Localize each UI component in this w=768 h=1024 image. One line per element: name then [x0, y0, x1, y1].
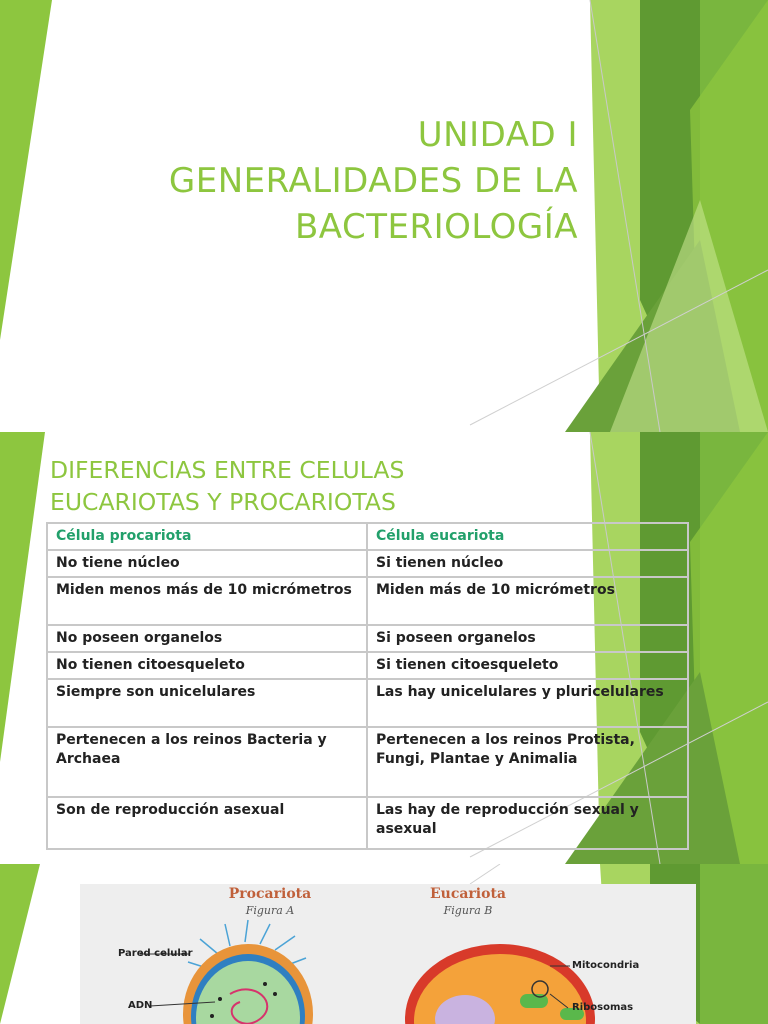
title-line: EUCARIOTAS Y PROCARIOTAS [50, 488, 396, 516]
label-adn: ADN [128, 1000, 153, 1011]
table-row [47, 550, 688, 577]
title-line: DIFERENCIAS ENTRE CELULAS [50, 456, 405, 484]
title-line: GENERALIDADES DE LA [168, 161, 578, 201]
table-cell: Las hay unicelulares y pluricelulares [367, 679, 688, 727]
table-cell: Si tienen citoesqueleto [367, 652, 688, 679]
eucariota-subtitle: Figura B [443, 904, 493, 917]
eucariota-title: Eucariota [429, 886, 506, 902]
table-row [47, 652, 688, 679]
table-cell: Las hay de reproducción sexual y asexual [367, 797, 688, 849]
header-eucariota: Célula eucariota [367, 523, 688, 550]
title-line: UNIDAD I [417, 115, 578, 155]
cell-comparison-figure [80, 884, 696, 1024]
table-cell: No tienen citoesqueleto [47, 652, 367, 679]
table-cell: Si poseen organelos [367, 625, 688, 652]
slide-title [0, 0, 768, 432]
table-cell: Pertenecen a los reinos Bacteria y Archaea [47, 727, 367, 797]
table-cell: Son de reproducción asexual [47, 797, 367, 849]
table-row [47, 679, 688, 727]
slide1-title [169, 112, 578, 250]
slide2-title [50, 454, 404, 518]
label-mitocondria: Mitocondria [572, 960, 640, 971]
table-row [47, 727, 688, 797]
table-cell: Si tienen núcleo [367, 550, 688, 577]
title-line: BACTERIOLOGÍA [294, 207, 578, 247]
slide-differences [0, 432, 768, 864]
comparison-table [46, 522, 689, 850]
table-cell: Miden más de 10 micrómetros [367, 577, 688, 625]
table-row [47, 797, 688, 849]
header-procariota: Célula procariota [47, 523, 367, 550]
table-cell: Pertenecen a los reinos Protista, Fungi, Plantae y Animalia [367, 727, 688, 797]
table-cell: No tiene núcleo [47, 550, 367, 577]
label-ribosomas: Ribosomas [572, 1002, 634, 1013]
table-cell: Siempre son unicelulares [47, 679, 367, 727]
table-cell: Miden menos más de 10 micrómetros [47, 577, 367, 625]
procariota-title: Procariota [228, 886, 312, 902]
slide-cell-figure [0, 864, 768, 1024]
table-row [47, 625, 688, 652]
table-cell: No poseen organelos [47, 625, 367, 652]
label-pared-celular: Pared celular [118, 948, 193, 959]
table-header-row [47, 523, 688, 550]
table-row [47, 577, 688, 625]
procariota-subtitle: Figura A [245, 904, 295, 917]
